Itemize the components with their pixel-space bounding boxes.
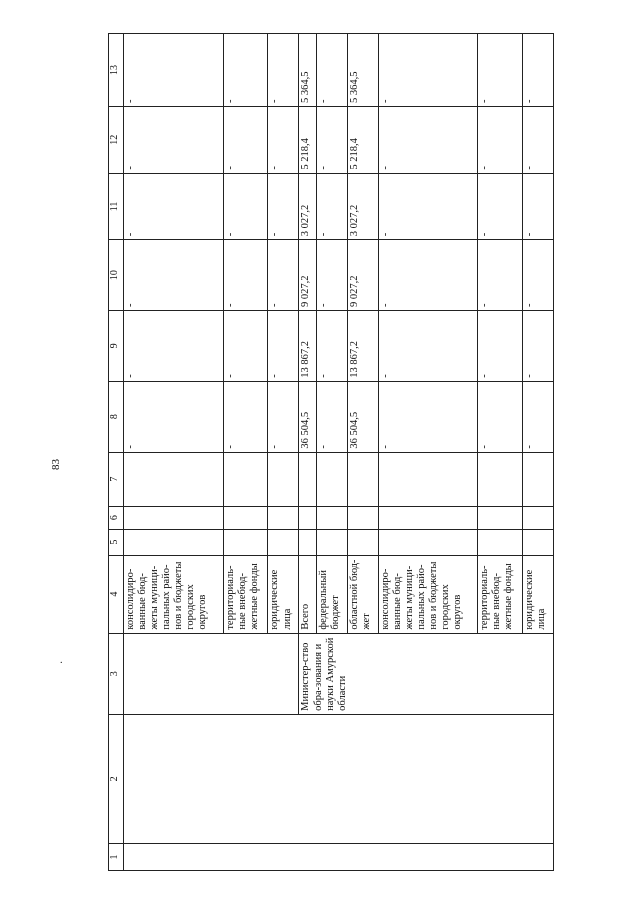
value-cell: 3 027,2 <box>347 173 378 240</box>
value-cell: - <box>316 34 347 107</box>
value-cell: - <box>478 34 523 107</box>
col7-cell <box>523 452 554 506</box>
col7-cell <box>378 452 478 506</box>
value-cell: - <box>378 311 478 382</box>
value-cell: - <box>268 34 299 107</box>
col6-cell <box>378 506 478 529</box>
table-row <box>124 34 224 871</box>
value-cell: - <box>268 311 299 382</box>
col5-cell <box>378 529 478 555</box>
executor-cell: Министер-ство обра-зования и науки Амурской области <box>299 633 554 714</box>
col7-cell <box>347 452 378 506</box>
budget-table-container <box>108 33 554 871</box>
value-cell: - <box>223 106 268 173</box>
header-cell: 5 <box>109 529 124 555</box>
value-cell: - <box>124 311 224 382</box>
header-cell: 7 <box>109 452 124 506</box>
header-cell: 6 <box>109 506 124 529</box>
value-cell: - <box>223 34 268 107</box>
source-cell: юридические лица <box>523 555 554 633</box>
value-cell: 9 027,2 <box>299 240 316 311</box>
value-cell: 36 504,5 <box>299 381 316 452</box>
value-cell: - <box>478 381 523 452</box>
value-cell: - <box>378 381 478 452</box>
col2-cell <box>124 714 554 843</box>
value-cell: - <box>478 106 523 173</box>
header-cell: 10 <box>109 240 124 311</box>
source-cell: консолидиро-ванные бюд-жеты муници-пальных райо-нов и бюджеты городских округов <box>378 555 478 633</box>
value-cell: - <box>316 106 347 173</box>
value-cell: 5 364,5 <box>299 34 316 107</box>
value-cell: - <box>223 381 268 452</box>
stray-mark: . <box>60 655 63 666</box>
col6-cell <box>223 506 268 529</box>
value-cell: 13 867,2 <box>299 311 316 382</box>
col7-cell <box>223 452 268 506</box>
value-cell: 3 027,2 <box>299 173 316 240</box>
value-cell: - <box>223 173 268 240</box>
header-cell: 4 <box>109 555 124 633</box>
col6-cell <box>124 506 224 529</box>
col7-cell <box>268 452 299 506</box>
value-cell: - <box>378 34 478 107</box>
col5-cell <box>299 529 316 555</box>
value-cell: - <box>523 34 554 107</box>
col7-cell <box>316 452 347 506</box>
header-cell: 2 <box>109 714 124 843</box>
col7-cell <box>124 452 224 506</box>
value-cell: - <box>316 173 347 240</box>
header-cell: 12 <box>109 106 124 173</box>
value-cell: - <box>478 173 523 240</box>
header-cell: 3 <box>109 633 124 714</box>
col6-cell <box>478 506 523 529</box>
col5-cell <box>124 529 224 555</box>
value-cell: 5 218,4 <box>347 106 378 173</box>
value-cell: 36 504,5 <box>347 381 378 452</box>
value-cell: - <box>523 173 554 240</box>
value-cell: - <box>316 240 347 311</box>
value-cell: 9 027,2 <box>347 240 378 311</box>
header-cell: 9 <box>109 311 124 382</box>
value-cell: - <box>523 240 554 311</box>
header-row <box>109 34 124 871</box>
value-cell: - <box>523 106 554 173</box>
source-cell: консолидиро-ванные бюд-жеты муници-пальных райо-нов и бюджеты городских округов <box>124 555 224 633</box>
budget-table <box>108 33 554 871</box>
value-cell: - <box>223 311 268 382</box>
source-cell: юридические лица <box>268 555 299 633</box>
header-cell: 8 <box>109 381 124 452</box>
header-cell: 13 <box>109 34 124 107</box>
col5-cell <box>268 529 299 555</box>
value-cell: - <box>523 311 554 382</box>
col5-cell <box>478 529 523 555</box>
col5-cell <box>316 529 347 555</box>
value-cell: - <box>378 173 478 240</box>
col6-cell <box>268 506 299 529</box>
source-cell: Всего <box>299 555 316 633</box>
col6-cell <box>299 506 316 529</box>
value-cell: - <box>378 106 478 173</box>
value-cell: - <box>268 381 299 452</box>
col7-cell <box>478 452 523 506</box>
header-cell: 11 <box>109 173 124 240</box>
col6-cell <box>347 506 378 529</box>
col1-cell <box>124 843 554 870</box>
value-cell: - <box>523 381 554 452</box>
col7-cell <box>299 452 316 506</box>
value-cell: - <box>378 240 478 311</box>
source-cell: областной бюд-жет <box>347 555 378 633</box>
value-cell: 5 218,4 <box>299 106 316 173</box>
value-cell: - <box>124 106 224 173</box>
col6-cell <box>523 506 554 529</box>
value-cell: - <box>268 106 299 173</box>
col5-cell <box>223 529 268 555</box>
value-cell: - <box>478 240 523 311</box>
value-cell: 13 867,2 <box>347 311 378 382</box>
source-cell: территориаль-ные внебюд-жетные фонды <box>478 555 523 633</box>
value-cell: - <box>124 34 224 107</box>
col5-cell <box>523 529 554 555</box>
value-cell: - <box>124 240 224 311</box>
col6-cell <box>316 506 347 529</box>
value-cell: - <box>223 240 268 311</box>
value-cell: - <box>124 173 224 240</box>
page-number: 83 <box>50 459 62 470</box>
value-cell: - <box>124 381 224 452</box>
source-cell: федеральный бюджет <box>316 555 347 633</box>
value-cell: - <box>268 173 299 240</box>
col5-cell <box>347 529 378 555</box>
value-cell: - <box>268 240 299 311</box>
value-cell: 5 364,5 <box>347 34 378 107</box>
executor-cell-prev <box>124 633 299 714</box>
value-cell: - <box>478 311 523 382</box>
source-cell: территориаль-ные внебюд-жетные фонды <box>223 555 268 633</box>
value-cell: - <box>316 311 347 382</box>
value-cell: - <box>316 381 347 452</box>
header-cell: 1 <box>109 843 124 870</box>
